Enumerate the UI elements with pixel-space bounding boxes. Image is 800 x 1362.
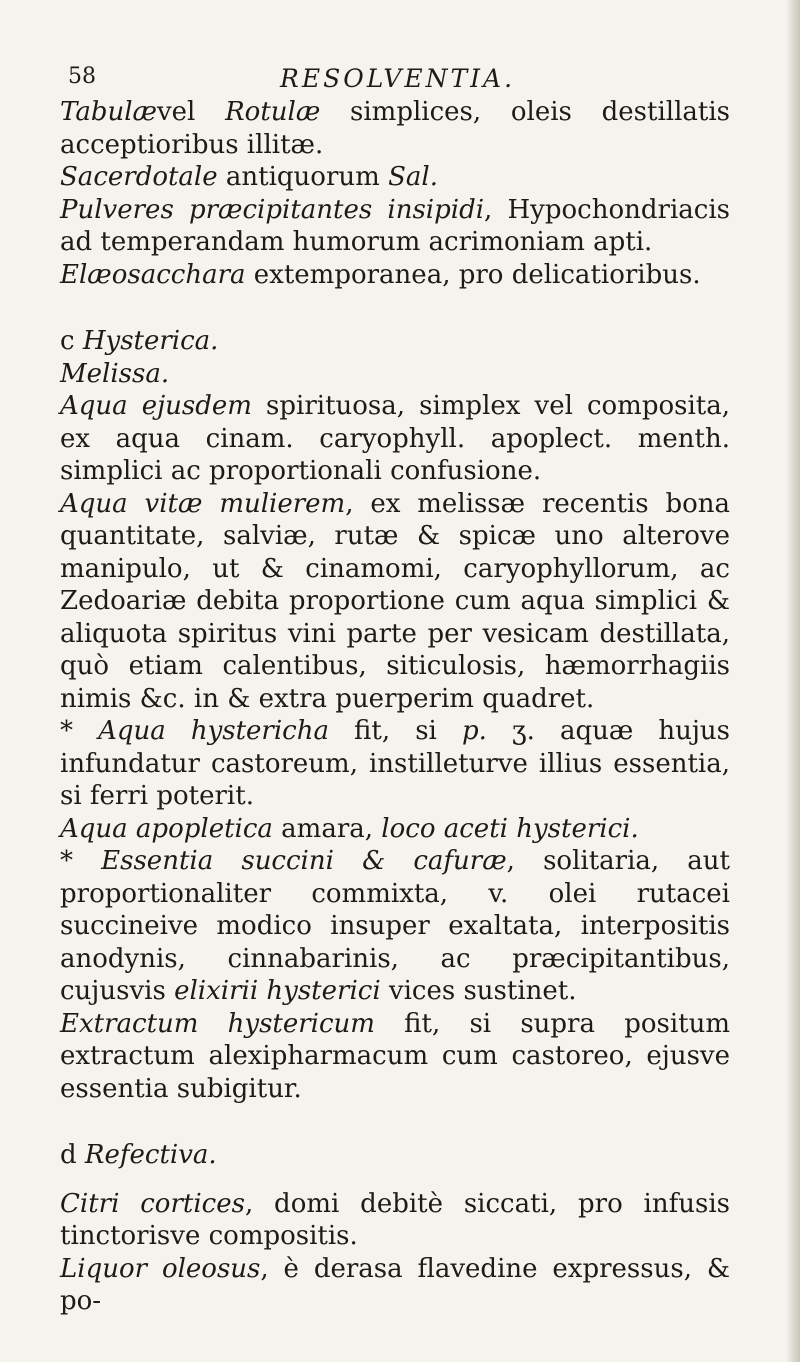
- entry-sacerdotale: [60, 161, 730, 194]
- entry-term: Citri cortices: [60, 1188, 245, 1219]
- entry-text: Rotulæ: [225, 97, 321, 127]
- section-heading-refectiva: [60, 1139, 730, 1172]
- entry-text: , è derasa flavedine expressus, & po-: [60, 1253, 730, 1316]
- entry-text: simplices, oleis destillatis acceptioribus illitæ.: [60, 97, 731, 160]
- entry-term: Pulveres præcipitantes insipidi: [60, 194, 485, 225]
- entry-text: antiquorum: [217, 162, 389, 192]
- entry-term: Aqua ejusdem: [60, 391, 252, 421]
- entry-aqua-apopletica: [60, 813, 730, 846]
- section-title: Refectiva.: [84, 1140, 217, 1170]
- section-title: Hysterica.: [82, 326, 219, 356]
- entry-text: extemporanea, pro delicatioribus.: [245, 259, 701, 290]
- entry-text: vel: [156, 97, 226, 127]
- entry-term: Elæosacchara: [60, 259, 246, 290]
- entry-text: loco aceti hysterici.: [381, 813, 639, 844]
- section-letter: c: [60, 326, 75, 356]
- entry-term: Extractum hystericum: [60, 1008, 375, 1039]
- entry-term: Sacerdotale: [60, 162, 218, 192]
- entry-text: ʒ. aquæ hujus infundatur castoreum, instilleturve illius essentia, si ferri poterit.: [60, 716, 730, 811]
- folio-number: 58: [68, 64, 96, 89]
- entry-text: Sal.: [388, 162, 438, 192]
- entry-essentia-succini: [60, 845, 730, 1008]
- entries-refectiva: [60, 1188, 730, 1318]
- entry-term: Liquor oleosus: [60, 1253, 261, 1284]
- entry-elaeosacchara: [60, 259, 730, 292]
- entry-text: fit, si: [328, 716, 462, 746]
- entry-term: * Essentia succini & cafuræ: [60, 846, 507, 876]
- entry-text: spirituosa, simplex vel composita, ex aqua cinam. caryophyll. apoplect. menth. simplici ac proportionali confusione.: [60, 391, 731, 486]
- entry-term: Aqua vitæ mulierem: [60, 488, 346, 519]
- entry-text: , ex melissæ recentis bona quantitate, salviæ, rutæ & spicæ uno alterove manipulo, ut & cinamomi, caryophyllorum, ac Zedoariæ debita proportione cum aqua simplici & aliquota spiritus vini parte per vesicam destillata, quò etiam calentibus, siticulosis, hæmorrhagiis nimis &c. in & extra puerperim quadret.: [60, 488, 730, 714]
- entry-liquor-oleosus: [60, 1253, 730, 1318]
- entry-melissa: [60, 358, 730, 391]
- entry-text: , solitaria, aut proportionaliter commixta, v. olei rutacei succineive modico insuper exaltata, interpositis anodynis, cinnabarinis, ac præcipitantibus, cujusvis: [60, 846, 731, 1006]
- entries-top: [60, 96, 730, 291]
- entry-aqua-ejusdem: [60, 390, 730, 488]
- entry-citri-cortices: [60, 1188, 730, 1253]
- page-body: [60, 96, 730, 1318]
- entry-term: Aqua apopletica: [60, 813, 273, 844]
- entry-term: Melissa.: [60, 358, 170, 389]
- entry-tabulae: [60, 96, 730, 161]
- entry-text: elixirii hysterici: [174, 976, 381, 1006]
- section-heading-hysterica: [60, 325, 730, 358]
- entry-extractum: [60, 1008, 730, 1106]
- entry-text: amara,: [272, 813, 382, 844]
- section-letter: d: [60, 1140, 77, 1170]
- page-edge: [786, 0, 800, 1362]
- entry-text: vices sustinet.: [380, 976, 577, 1006]
- entry-text: fit, si supra positum extractum alexipharmacum cum castoreo, ejusve essentia subigitur.: [60, 1008, 730, 1104]
- entries-hysterica: [60, 358, 730, 1106]
- entry-text: p.: [461, 716, 487, 746]
- entry-term: * Aqua hystericha: [60, 716, 329, 746]
- entry-term: Tabulæ: [60, 97, 157, 127]
- entry-aqua-hysterica: [60, 715, 730, 813]
- entry-text: , domi debitè siccati, pro infusis tinctorisve compositis.: [60, 1188, 730, 1251]
- entry-text: , Hypochondriacis ad temperandam humorum acrimoniam apti.: [60, 194, 730, 257]
- running-title: RESOLVENTIA.: [280, 64, 516, 93]
- entry-aqua-vitae: [60, 488, 730, 716]
- entry-pulveres: [60, 194, 730, 259]
